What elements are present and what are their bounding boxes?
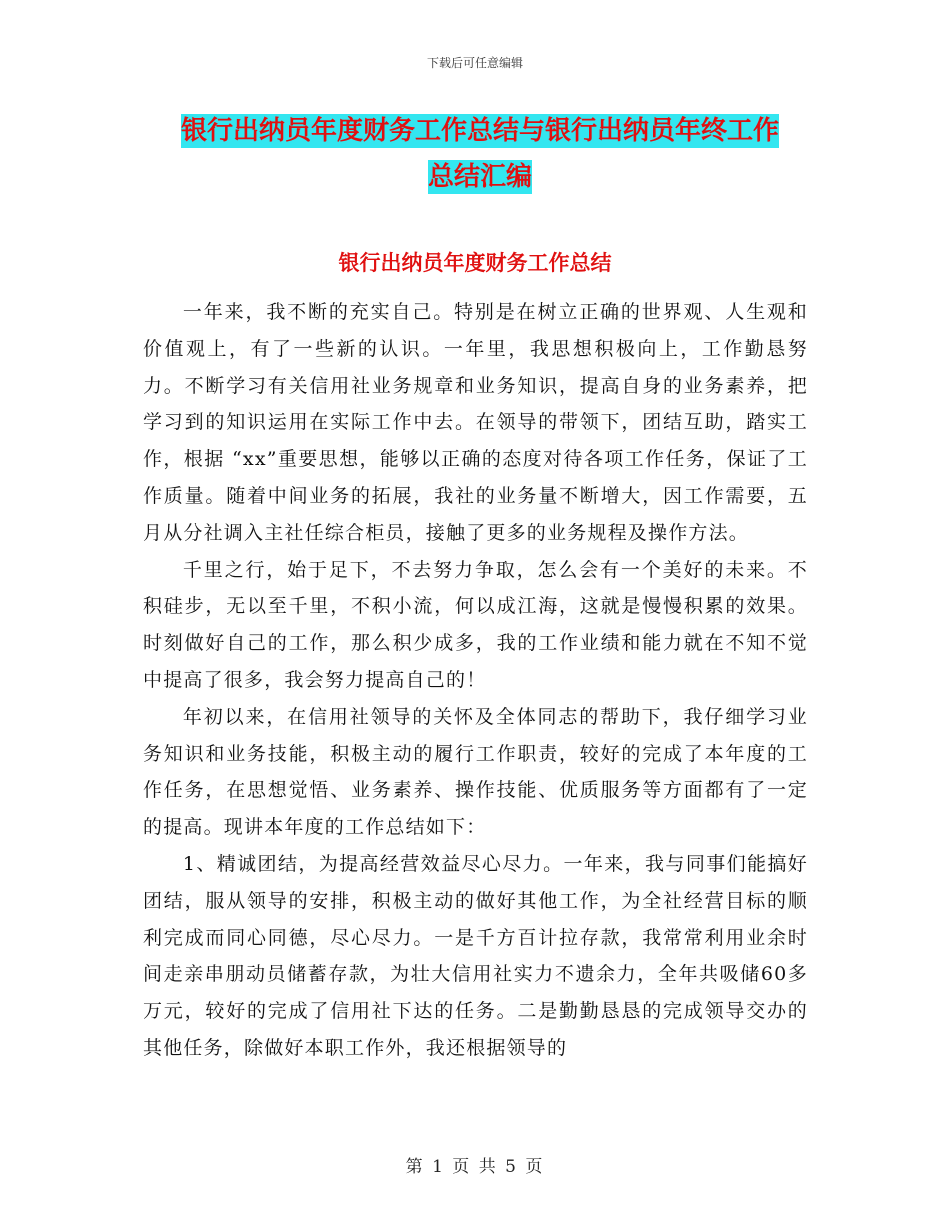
page-header-note: 下载后可任意编辑 <box>426 56 523 70</box>
document-body <box>143 294 808 1067</box>
page-number: 第 1 页 共 5 页 <box>405 1157 545 1177</box>
document-title-line1: 银行出纳员年度财务工作总结与银行出纳员年终工作 <box>180 116 779 146</box>
body-paragraph: 千里之行，始于足下，不去努力争取，怎么会有一个美好的未来。不积硅步，无以至千里，不积小流，何以成江海，这就是慢慢积累的效果。时刻做好自己的工作，那么积少成多，我的工作业绩和能力就在不知不觉中提高了很多，我会努力提高自己的！ <box>143 558 808 691</box>
body-paragraph: 1、精诚团结，为提高经营效益尽心尽力。一年来，我与同事们能搞好团结，服从领导的安排，积极主动的做好其他工作，为全社经营目标的顺利完成而同心同德，尽心尽力。一是千方百计拉存款，我常常利用业余时间走亲串朋动员储蓄存款，为壮大信用社实力不遗余力，全年共吸储60多万元，较好的完成了信用社下达的任务。二是勤勤恳恳的完成领导交办的其他任务，除做好本职工作外，我还根据领导的 <box>143 852 808 1059</box>
document-title <box>140 108 820 200</box>
section-title: 银行出纳员年度财务工作总结 <box>338 251 612 275</box>
document-title-line2: 总结汇编 <box>427 162 532 192</box>
body-paragraph: 一年来，我不断的充实自己。特别是在树立正确的世界观、人生观和价值观上，有了一些新的认识。一年里，我思想积极向上，工作勤恳努力。不断学习有关信用社业务规章和业务知识，提高自身的业务素养，把学习到的知识运用在实际工作中去。在领导的带领下，团结互助，踏实工作，根据 “xx”重要思想，能够以正确的态度对待各项工作任务，保证了工作质量。随着中间业务的拓展，我社的业务量不断增大，因工作需要，五月从分社调入主社任综合柜员，接触了更多的业务规程及操作方法。 <box>143 301 808 544</box>
body-paragraph: 年初以来，在信用社领导的关怀及全体同志的帮助下，我仔细学习业务知识和业务技能，积极主动的履行工作职责，较好的完成了本年度的工作任务，在思想觉悟、业务素养、操作技能、优质服务等方面都有了一定的提高。现讲本年度的工作总结如下： <box>143 705 808 839</box>
